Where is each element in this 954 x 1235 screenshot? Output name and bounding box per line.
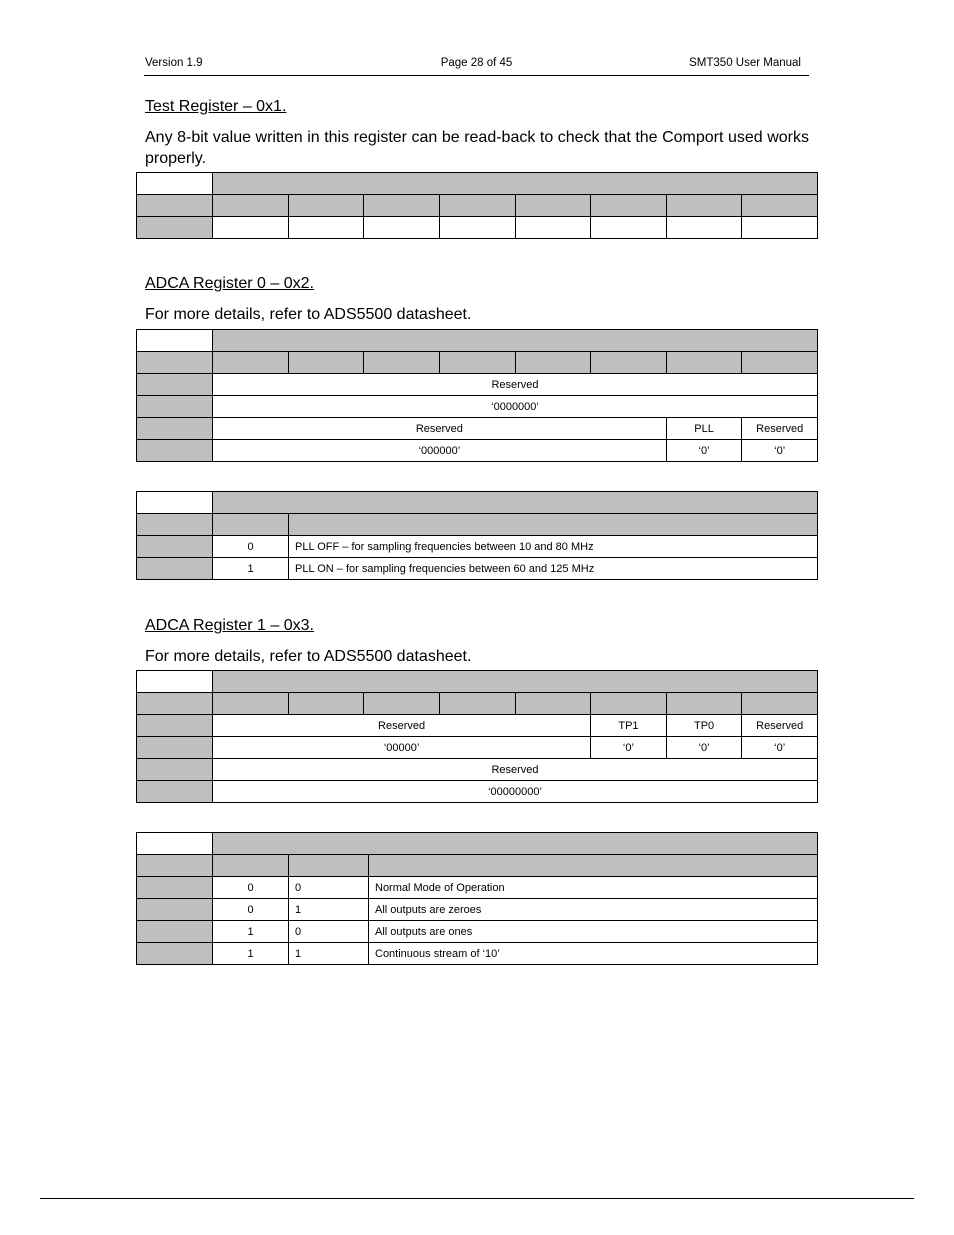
- table-cell: 1: [213, 558, 289, 580]
- table-row: [137, 693, 818, 715]
- table-cell: 1: [213, 943, 289, 965]
- table-cell: [439, 693, 515, 715]
- table-cell: ‘000000’: [213, 440, 667, 462]
- table-cell: ‘00000’: [213, 737, 591, 759]
- table-cell: [439, 352, 515, 374]
- table-cell: [137, 418, 213, 440]
- table-cell: [137, 693, 213, 715]
- table-cell: [288, 352, 364, 374]
- table-cell: ‘0’: [742, 737, 818, 759]
- table-row: [137, 781, 818, 803]
- table-cell: [213, 173, 818, 195]
- table-cell: 0: [213, 899, 289, 921]
- test-register-table: [136, 172, 818, 239]
- table-cell: 0: [213, 536, 289, 558]
- table-cell: All outputs are ones: [369, 921, 818, 943]
- table-cell: [289, 514, 818, 536]
- table-cell: [137, 715, 213, 737]
- table-cell: [288, 195, 364, 217]
- table-cell: Continuous stream of ‘10’: [369, 943, 818, 965]
- table-cell: [369, 855, 818, 877]
- table-row: [137, 899, 818, 921]
- adca0-heading: ADCA Register 0 – 0x2.: [145, 275, 314, 292]
- table-cell: ‘0’: [666, 440, 742, 462]
- table-cell: [515, 352, 591, 374]
- table-cell: [137, 173, 213, 195]
- table-cell: PLL: [666, 418, 742, 440]
- table-cell: [213, 671, 818, 693]
- table-cell: [666, 195, 742, 217]
- table-cell: [213, 195, 289, 217]
- table-cell: [591, 217, 667, 239]
- table-cell: [288, 693, 364, 715]
- header-manual-title: SMT350 User Manual: [689, 57, 801, 69]
- table-cell: [137, 558, 213, 580]
- table-cell: [666, 693, 742, 715]
- table-cell: [137, 921, 213, 943]
- table-row: [137, 492, 818, 514]
- table-cell: [213, 855, 289, 877]
- table-cell: Normal Mode of Operation: [369, 877, 818, 899]
- table-cell: [137, 833, 213, 855]
- table-cell: [137, 781, 213, 803]
- table-cell: [742, 217, 818, 239]
- header-page-number: Page 28 of 45: [440, 57, 513, 69]
- table-cell: 0: [289, 921, 369, 943]
- table-cell: TP0: [666, 715, 742, 737]
- table-cell: [515, 217, 591, 239]
- table-row: [137, 418, 818, 440]
- table-cell: 0: [289, 877, 369, 899]
- table-cell: All outputs are zeroes: [369, 899, 818, 921]
- test-register-text: Any 8-bit value written in this register can be read-back to check that the Comport used works properly.: [145, 129, 809, 167]
- table-cell: [515, 693, 591, 715]
- table-cell: [666, 217, 742, 239]
- table-cell: [137, 217, 213, 239]
- test-register-heading: Test Register – 0x1.: [145, 98, 287, 115]
- table-cell: ‘0000000’: [213, 396, 818, 418]
- table-row: [137, 173, 818, 195]
- table-cell: 0: [213, 877, 289, 899]
- table-cell: Reserved: [213, 374, 818, 396]
- table-cell: [364, 352, 440, 374]
- adca0-text: For more details, refer to ADS5500 datasheet.: [145, 306, 472, 323]
- table-cell: ‘00000000’: [213, 781, 818, 803]
- table-row: [137, 715, 818, 737]
- table-row: [137, 440, 818, 462]
- adca1-test-pattern-table: [136, 832, 818, 965]
- adca1-register-table: [136, 670, 818, 803]
- table-cell: [213, 492, 818, 514]
- table-cell: [666, 352, 742, 374]
- footer-rule: [40, 1198, 914, 1199]
- table-cell: [137, 536, 213, 558]
- table-cell: [137, 855, 213, 877]
- table-cell: [439, 195, 515, 217]
- table-cell: [137, 352, 213, 374]
- table-cell: 1: [289, 899, 369, 921]
- table-cell: [364, 195, 440, 217]
- table-cell: [515, 195, 591, 217]
- table-cell: [137, 671, 213, 693]
- table-cell: ‘0’: [666, 737, 742, 759]
- table-cell: [137, 877, 213, 899]
- table-cell: Reserved: [742, 418, 818, 440]
- table-cell: [213, 693, 289, 715]
- table-cell: [137, 943, 213, 965]
- table-cell: [137, 396, 213, 418]
- table-row: [137, 352, 818, 374]
- table-cell: TP1: [591, 715, 667, 737]
- adca1-text: For more details, refer to ADS5500 datasheet.: [145, 648, 472, 665]
- table-row: [137, 195, 818, 217]
- table-cell: PLL OFF – for sampling frequencies between 10 and 80 MHz: [289, 536, 818, 558]
- table-cell: [137, 492, 213, 514]
- table-row: [137, 921, 818, 943]
- header-version: Version 1.9: [145, 57, 203, 69]
- table-cell: ‘0’: [591, 737, 667, 759]
- table-cell: [137, 737, 213, 759]
- table-cell: [742, 195, 818, 217]
- table-cell: [137, 759, 213, 781]
- table-row: [137, 558, 818, 580]
- table-cell: Reserved: [742, 715, 818, 737]
- table-cell: Reserved: [213, 759, 818, 781]
- table-row: [137, 330, 818, 352]
- table-cell: [137, 514, 213, 536]
- table-cell: [213, 217, 289, 239]
- table-cell: [137, 195, 213, 217]
- table-row: [137, 514, 818, 536]
- table-cell: [742, 693, 818, 715]
- table-cell: [288, 217, 364, 239]
- table-row: [137, 737, 818, 759]
- table-cell: [742, 352, 818, 374]
- table-row: [137, 217, 818, 239]
- table-cell: [591, 693, 667, 715]
- table-cell: 1: [213, 921, 289, 943]
- table-row: [137, 943, 818, 965]
- table-cell: [213, 330, 818, 352]
- table-cell: [213, 833, 818, 855]
- table-cell: Reserved: [213, 715, 591, 737]
- adca1-heading: ADCA Register 1 – 0x3.: [145, 617, 314, 634]
- adca0-pll-table: [136, 491, 818, 580]
- table-cell: Reserved: [213, 418, 667, 440]
- table-row: [137, 833, 818, 855]
- page-header: [144, 56, 809, 76]
- table-cell: [137, 899, 213, 921]
- table-row: [137, 877, 818, 899]
- table-cell: [591, 352, 667, 374]
- table-cell: [289, 855, 369, 877]
- table-cell: [213, 352, 289, 374]
- table-cell: [364, 217, 440, 239]
- table-cell: PLL ON – for sampling frequencies between 60 and 125 MHz: [289, 558, 818, 580]
- table-cell: [213, 514, 289, 536]
- table-cell: [439, 217, 515, 239]
- table-row: [137, 855, 818, 877]
- table-cell: [591, 195, 667, 217]
- table-cell: 1: [289, 943, 369, 965]
- table-row: [137, 374, 818, 396]
- table-row: [137, 759, 818, 781]
- adca0-register-table: [136, 329, 818, 462]
- table-cell: [137, 374, 213, 396]
- table-row: [137, 396, 818, 418]
- table-cell: [137, 330, 213, 352]
- table-cell: ‘0’: [742, 440, 818, 462]
- table-row: [137, 671, 818, 693]
- table-row: [137, 536, 818, 558]
- table-cell: [364, 693, 440, 715]
- table-cell: [137, 440, 213, 462]
